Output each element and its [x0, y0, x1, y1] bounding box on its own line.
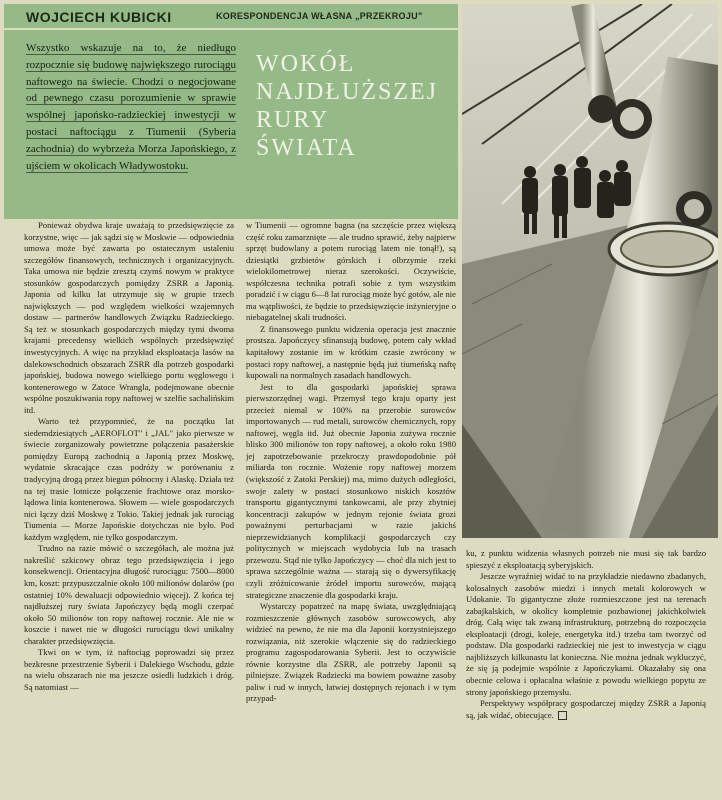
lead-text: Wszystko wskazuje na to, że niedługo rozpocznie się budowę największego rurociągu naftowego na świecie. Chodzi o negocjowane od pewnego czasu porozumienie w sprawie wspólnej japońsko-radzieckiej inwestycji w postaci naftociągu z Tiumenii (Syberia zachodnia) do wybrzeża Morza Japońskiego, z ujściem w okolicach Władywostoku. [26, 42, 236, 172]
col2-paragraph-2: Z finansowego punktu widzenia operacja jest znacznie prostsza. Japończycy sfinansują budowę, potem cały wkład kapitałowy zostanie im w krótkim czasie zwrócony w postaci ropy naftowej, a następnie będą już tiumeńską naftę kupowali na normalnych zasadach handlowych. [246, 323, 456, 381]
col3-paragraph-3-text: Perspektywy współpracy gospodarczej między ZSRR a Japonią są, jak widać, obiecujące. [466, 698, 706, 720]
divider [4, 216, 458, 219]
col2-paragraph-1: w Tiumenii — ogromne bagna (na szczęście przez większą część roku zamarznięte — ale trudno sprawić, żeby najpierw sprzęt budowlany a potem rurociąg latem nie tonął!), są dziesiątki grzbietów górskich i olbrzymie rzeki wielokilometrowej nieraz szerokości. Oczywiście, współczesna technika potrafi sobie z tym wszystkim poradzić i w ciągu 6—8 lat rurociąg może być gotów, ale nie ma wątpliwości, że będzie to przedsięwzięcie inżynieryjne o niebagatelnej skali trudności. [246, 220, 456, 323]
article-title [256, 50, 446, 162]
text-column-1 [24, 220, 234, 795]
col1-paragraph-4: Tkwi on w tym, iż naftociąg poprowadzi się przez bezkresne przestrzenie Syberii i Dalekiego Wschodu, gdzie na wielu obszarach nie ma jeszcze osiedli ludzkich i dróg. Są natomiast — [24, 647, 234, 692]
end-of-article-icon [558, 711, 567, 720]
col1-paragraph-3: Trudno na razie mówić o szczegółach, ale można już nakreślić szkicowy obraz tego przedsięwzięcia i jego konsekwencji. Orientacyjna długość rurociągu: 7500—8000 km, koszt: przypuszczalnie około 100 milionów dolarów (po ostatniej 10% dewaluacji odpowiednio więcej). Z końca tej najdłuższej rury świata Japończycy będą mogli czerpać około 50 milionów ton ropy naftowej rocznie. Ale nie w koszcie i nawet nie w długości rurociągu tkwi unikalny charakter przedsięwzięcia. [24, 543, 234, 646]
title-line-2: NAJDŁUŻSZEJ [256, 79, 438, 105]
title-line-1: WOKÓŁ [256, 51, 356, 77]
author-name: WOJCIECH KUBICKI [26, 9, 172, 25]
col1-paragraph-1: Ponieważ obydwa kraje uważają to przedsięwzięcie za korzystne, więc — jak sądzi się w Moskwie — odpowiednia umowa może być zawarta po ostatecznym ustaleniu szczegółów finansowych, technicznych i organizacyjnych. Taka umowa nie będzie zresztą czymś nowym w praktyce stosunków gospodarczych pomiędzy ZSRR a Japonią. Japonia od kilku lat utrzymuje się w grupie trzech największych — pod względem wielkości wzajemnych dostaw — partnerów handlowych Związku Radzieckiego. Są też w stosunkach gospodarczych między tymi dwoma krajami precedensy wielkich wspólnych przedsięwzięć inwestycyjnych. A więc na przykład eksploatacja lasów na dalekowschodnich obszarach ZSRR dla potrzeb gospodarki japońskiej, budowa nowego wielkiego portu węglowego i kontenerowego w Zatoce Wrangla, podejmowane obecnie wspólne poszukiwania ropy naftowej w szelfie sachalińskim itd. [24, 220, 234, 415]
col3-paragraph-1: ku, z punktu widzenia własnych potrzeb nie musi się tak bardzo spieszyć z eksploatacją syberyjskich. [466, 548, 706, 570]
col1-paragraph-2: Warto też przypomnieć, że na początku lat siedemdziesiątych „AEROFLOT" i „JAL" jako pierwsze w świecie zorganizowały powietrzne połączenia pasażerskie pomiędzy Europą zachodnią a Japonią przez Moskwę, wydatnie skracające czas podróży w porównaniu z tradycyjną drogą przez biegun północny i Alaskę. Działa też na tej trasie lotnicze połączenie frachtowe oraz morsko-lądowa linia kontenerowa. Słowem — wiele gospodarczych nici łączy dziś Moskwę z Tokio. Takiej jednak jak rurociąg Tiumenia — Morze Japońskie dotychczas nie było. Pod każdym względem, nie tylko gospodarczym. [24, 416, 234, 542]
title-line-3: RURY [256, 107, 330, 133]
col3-paragraph-3 [466, 698, 706, 721]
section-label: KORESPONDENCJA WŁASNA „PRZEKROJU" [216, 11, 423, 21]
pipeline-photo-illustration [462, 4, 718, 538]
pipeline-photo [462, 4, 718, 538]
header-bar [4, 4, 458, 28]
col2-paragraph-3: Jest to dla gospodarki japońskiej sprawa pierwszorzędnej wagi. Przemysł tego kraju oparty jest przecież niemal w 100% na przerobie surowców importowanych — rud metali, surowców chemicznych, ropy naftowej, węgla itd. Już obecnie Japonia zużywa rocznie blisko 300 milionów ton ropy naftowej, a około roku 1980 jej zapotrzebowanie przekroczy prawdopodobnie pół miliarda ton rocznie. Wożenie ropy naftowej morzem (większość z Zatoki Perskiej) ma, mimo dużych odległości, swoje zalety w postaci stosunkowo niskich kosztów transportu gigantycznymi tankowcami, ale przy zbytniej koncentracji zakupów w jednym rejonie świata grozi poważnymi perturbacjami w razie jakichś nieprzewidzianych komplikacji gospodarczych czy politycznych w miejscach wydobycia lub na trasach przewozu. Stąd nie tylko Japończycy — choć dla nich jest to sprawa szczególnie ważna — starają się o dywersyfikację czyli zróżnicowanie źródeł importu surowców, mającą strategiczne znaczenie dla gospodarki kraju. [246, 381, 456, 600]
col2-paragraph-4: Wystarczy popatrzeć na mapę świata, uwzględniającą rozmieszczenie głównych zasobów surowcowych, aby widzieć na pewno, że nie ma dla Japonii korzystniejszego rozwiązania, niż szerokie włączenie się do radzieckiego programu zagospodarowania Syberii. Jest to oczywiście równie korzystne dla ZSRR, ale potrzeby Japonii są pilniejsze. Związek Radziecki ma bowiem poważne zasoby paliw i rud w innych, łatwiej dostępnych rejonach i w tym przypad- [246, 601, 456, 704]
title-line-4: ŚWIATA [256, 135, 357, 161]
lead-paragraph [26, 40, 236, 174]
text-column-3 [466, 548, 706, 793]
text-column-2 [246, 220, 456, 795]
col3-paragraph-2: Jeszcze wyraźniej widać to na przykładzie niedawno zbadanych, kolosalnych zasobów miedzi i innych metali kolorowych w Udokanie. To gigantyczne złoże rozmieszczone jest na terenach zabajkalskich, w okolicy kompletnie pozbawionej jakichkolwiek dróg. Całą więc tak zwaną infrastrukturę, potrzebną do rozpoczęcia eksploatacji (drogi, koleje, energetyka itd.) trzeba tam tworzyć od podstaw. Dla gospodarki radzieckiej nie jest to inwestycja w ciągu najbliższych kilkunastu lat konieczna. Nie można jednak wykluczyć, że się ją podejmie wspólnie z Japończykami. Okazałaby się ona obecnie celowa i opłacalna właśnie z powodu wielkiego popytu ze strony japońskiego przemysłu. [466, 571, 706, 697]
